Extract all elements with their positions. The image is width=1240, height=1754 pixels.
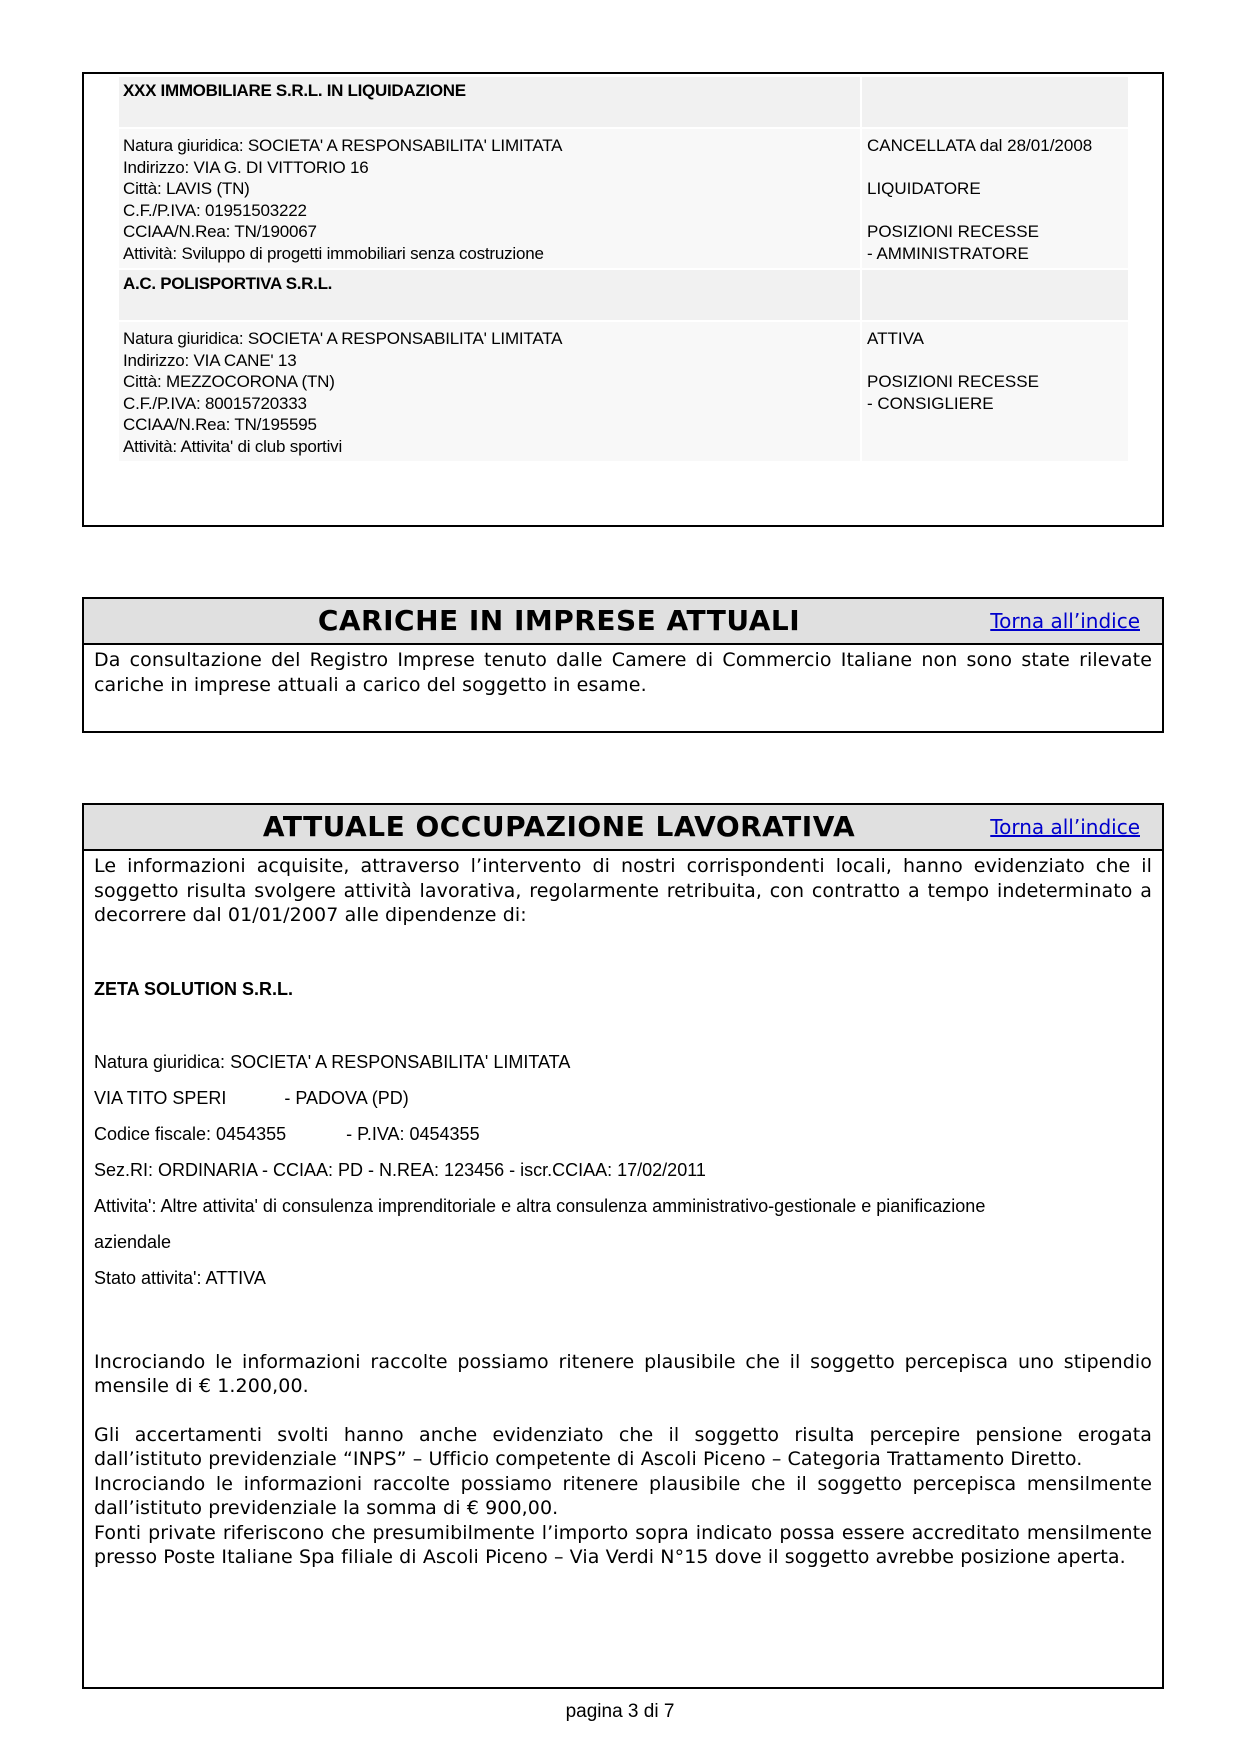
salary-paragraph: Incrociando le informazioni raccolte possiamo ritenere plausibile che il soggetto percepisca uno stipendio mensile di € 1.200,00. xyxy=(94,1350,1152,1397)
back-to-index-link[interactable]: Torna all’indice xyxy=(990,609,1140,633)
activity: Attività: Sviluppo di progetti immobiliari senza costruzione xyxy=(123,243,544,263)
employer-details xyxy=(94,1044,1152,1296)
past-companies-table xyxy=(119,77,1128,461)
employer-activity-cont: aziendale xyxy=(94,1231,172,1252)
section-header xyxy=(84,599,1162,645)
company-name-row xyxy=(119,77,1128,127)
employer-registry: Sez.RI: ORDINARIA - CCIAA: PD - N.REA: 123456 - iscr.CCIAA: 17/02/2011 xyxy=(94,1159,706,1180)
company-name-row xyxy=(119,270,1128,320)
employer-street: VIA TITO SPERI xyxy=(94,1087,227,1108)
employer-address xyxy=(94,1080,1152,1116)
section-body-text: Da consultazione del Registro Imprese tenuto dalle Camere di Commercio Italiane non sono state rilevate cariche in imprese attuali a carico del soggetto in esame. xyxy=(94,649,1152,696)
page-number: pagina 3 di 7 xyxy=(565,1701,675,1722)
tax-id: C.F./P.IVA: 80015720333 xyxy=(123,393,307,413)
company-name: A.C. POLISPORTIVA S.R.L. xyxy=(123,274,333,293)
employer-city: - PADOVA (PD) xyxy=(284,1087,409,1108)
role: LIQUIDATORE xyxy=(867,179,981,198)
employment-intro: Le informazioni acquisite, attraverso l’intervento di nostri corrispondenti locali, hanno evidenziato che il soggetto risulta svolgere attività lavorativa, regolarmente retribuita, con contratto a tempo indeterminato a decorrere dal 01/01/2007 alle dipendenze di: xyxy=(94,855,1152,926)
past-position: - CONSIGLIERE xyxy=(867,393,994,413)
legal-form: Natura giuridica: SOCIETA' A RESPONSABILITA' LIMITATA xyxy=(123,329,563,348)
past-positions-label: POSIZIONI RECESSE xyxy=(867,372,1039,391)
section-header xyxy=(84,805,1162,851)
company-status: ATTIVA xyxy=(867,329,924,348)
address: Indirizzo: VIA CANE' 13 xyxy=(123,350,297,370)
rea-number: CCIAA/N.Rea: TN/190067 xyxy=(123,222,317,241)
past-companies-box xyxy=(82,72,1164,527)
pension-paragraph: Gli accertamenti svolti hanno anche evidenziato che il soggetto risulta percepire pensione erogata dall’istituto previdenziale “INPS” – Ufficio competente di Ascoli Piceno – Categoria Trattamento Diretto. xyxy=(94,1423,1152,1470)
past-position: - AMMINISTRATORE xyxy=(867,243,1029,263)
employer-tax-ids xyxy=(94,1116,1152,1152)
current-positions-section xyxy=(82,597,1164,733)
company-status: CANCELLATA dal 28/01/2008 xyxy=(867,136,1093,155)
company-detail-row xyxy=(119,129,1128,268)
city: Città: LAVIS (TN) xyxy=(123,179,250,198)
section-title: CARICHE IN IMPRESE ATTUALI xyxy=(317,604,801,637)
employer-vat: - P.IVA: 0454355 xyxy=(346,1123,480,1144)
company-name: XXX IMMOBILIARE S.R.L. IN LIQUIDAZIONE xyxy=(123,81,466,100)
pension-amount-paragraph: Incrociando le informazioni raccolte possiamo ritenere plausibile che il soggetto percepisca mensilmente dall’istituto previdenziale la somma di € 900,00. xyxy=(94,1472,1152,1519)
legal-form: Natura giuridica: SOCIETA' A RESPONSABILITA' LIMITATA xyxy=(123,136,563,155)
bank-paragraph: Fonti private riferiscono che presumibilmente l’importo sopra indicato possa essere accreditato mensilmente presso Poste Italiane Spa filiale di Ascoli Piceno – Via Verdi N°15 dove il soggetto avrebbe posizione aperta. xyxy=(94,1521,1152,1568)
section-title: ATTUALE OCCUPAZIONE LAVORATIVA xyxy=(262,810,856,843)
past-positions-label: POSIZIONI RECESSE xyxy=(867,222,1039,241)
back-to-index-link[interactable]: Torna all’indice xyxy=(990,815,1140,839)
employer-activity: Attivita': Altre attivita' di consulenza imprenditoriale e altra consulenza amministrativo-gestionale e pianificazione xyxy=(94,1195,986,1216)
company-detail-row xyxy=(119,322,1128,461)
employment-section xyxy=(82,803,1164,1689)
address: Indirizzo: VIA G. DI VITTORIO 16 xyxy=(123,157,369,177)
employer-activity-status: Stato attivita': ATTIVA xyxy=(94,1267,266,1288)
city: Città: MEZZOCORONA (TN) xyxy=(123,372,335,391)
employer-legal-form: Natura giuridica: SOCIETA' A RESPONSABILITA' LIMITATA xyxy=(94,1051,571,1072)
employer-name: ZETA SOLUTION S.R.L. xyxy=(94,978,293,999)
rea-number: CCIAA/N.Rea: TN/195595 xyxy=(123,415,317,434)
employer-tax-code: Codice fiscale: 0454355 xyxy=(94,1123,287,1144)
activity: Attività: Attivita' di club sportivi xyxy=(123,436,343,456)
tax-id: C.F./P.IVA: 01951503222 xyxy=(123,200,307,220)
